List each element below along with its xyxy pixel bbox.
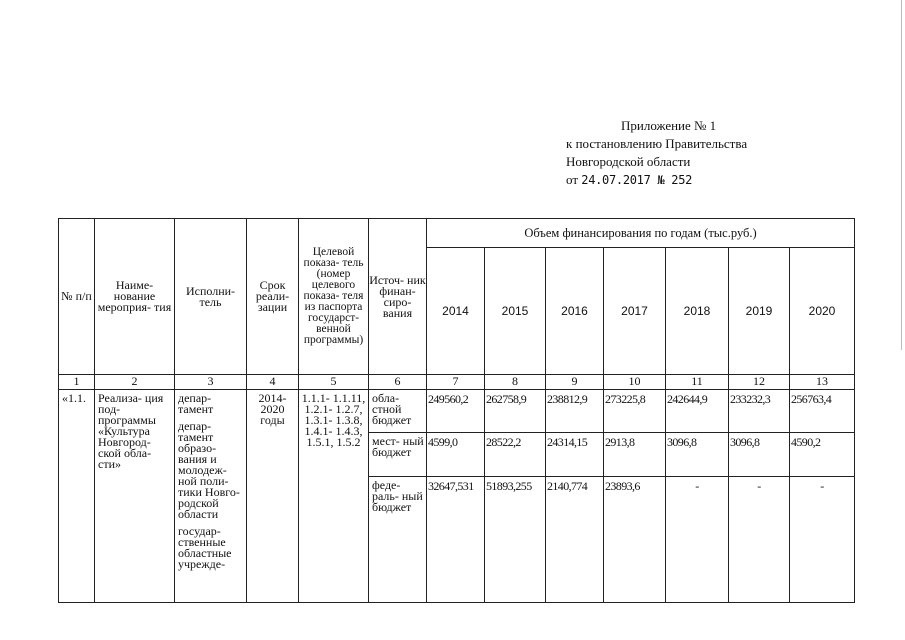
- date-stamp: 24.07.2017 № 252: [581, 173, 693, 187]
- row-target: 1.1.1- 1.1.11, 1.2.1- 1.2.7, 1.3.1- 1.3.8, 1.4.1- 1.4.3, 1.5.1, 1.5.2: [299, 390, 369, 603]
- year-2015: 2015: [485, 248, 546, 375]
- year-2016: 2016: [546, 248, 604, 375]
- annex-title: Приложение № 1: [621, 118, 717, 133]
- value-cell: 32647,531: [427, 477, 485, 603]
- value-cell: 23893,6: [604, 477, 666, 603]
- annex-date-line: [566, 171, 747, 189]
- executor-2: депар- тамент образо- вания и молодеж- ной поли- тики Новго- родской области: [178, 419, 240, 521]
- value-cell: 242644,9: [666, 390, 729, 433]
- header-source: Источ- ник финан- сиро- вания: [369, 219, 427, 375]
- executor-1: депар- тамент: [178, 391, 214, 416]
- col-number: 5: [299, 375, 369, 390]
- value-cell: 4599,0: [427, 433, 485, 477]
- col-number: 2: [95, 375, 175, 390]
- row-number: «1.1.: [59, 390, 95, 603]
- header-funding: Объем финансирования по годам (тыс.руб.): [427, 219, 855, 248]
- row-activity-name: Реализа- ция под- программы «Культура Новгород- ской обла- сти»: [95, 390, 175, 603]
- year-2018: 2018: [666, 248, 729, 375]
- value-cell: 4590,2: [790, 433, 855, 477]
- value-cell: 51893,255: [485, 477, 546, 603]
- header-name: Наиме- нование мероприя- тия: [95, 219, 175, 375]
- year-2014: 2014: [427, 248, 485, 375]
- annex-block: [566, 117, 747, 189]
- value-cell: 273225,8: [604, 390, 666, 433]
- source-regional: обла- стной бюджет: [369, 390, 427, 433]
- col-number: 11: [666, 375, 729, 390]
- value-cell: 233232,3: [729, 390, 790, 433]
- col-number: 8: [485, 375, 546, 390]
- year-2017: 2017: [604, 248, 666, 375]
- value-cell: -: [729, 477, 790, 603]
- header-executor: Исполни- тель: [175, 219, 247, 375]
- annex-line-2: Новгородской области: [566, 154, 691, 169]
- header-num: № п/п: [59, 219, 95, 375]
- value-cell: 249560,2: [427, 390, 485, 433]
- value-cell: -: [666, 477, 729, 603]
- header-row-1: [59, 219, 855, 248]
- col-number: 13: [790, 375, 855, 390]
- value-cell: 24314,15: [546, 433, 604, 477]
- value-cell: 262758,9: [485, 390, 546, 433]
- value-cell: -: [790, 477, 855, 603]
- header-target: Целевой показа- тель (номер целевого показа- теля из паспорта государст- венной программы): [299, 219, 369, 375]
- funding-table: [58, 218, 855, 603]
- date-prefix: от: [566, 172, 579, 187]
- executor-3: государ- ственные областные учрежде-: [178, 524, 232, 571]
- value-cell: 3096,8: [666, 433, 729, 477]
- value-cell: 3096,8: [729, 433, 790, 477]
- col-number: 7: [427, 375, 485, 390]
- page-edge-line: [901, 0, 902, 350]
- value-cell: 28522,2: [485, 433, 546, 477]
- source-federal: феде- раль- ный бюджет: [369, 477, 427, 603]
- col-number: 6: [369, 375, 427, 390]
- header-term: Срок реали- зации: [247, 219, 299, 375]
- value-cell: 256763,4: [790, 390, 855, 433]
- col-number: 4: [247, 375, 299, 390]
- year-2019: 2019: [729, 248, 790, 375]
- row-executor: [175, 390, 247, 603]
- value-cell: 238812,9: [546, 390, 604, 433]
- table-row: [59, 390, 855, 433]
- col-number: 12: [729, 375, 790, 390]
- year-2020: 2020: [790, 248, 855, 375]
- value-cell: 2913,8: [604, 433, 666, 477]
- source-local: мест- ный бюджет: [369, 433, 427, 477]
- column-number-row: [59, 375, 855, 390]
- col-number: 9: [546, 375, 604, 390]
- col-number: 3: [175, 375, 247, 390]
- col-number: 10: [604, 375, 666, 390]
- col-number: 1: [59, 375, 95, 390]
- annex-line-1: к постановлению Правительства: [566, 136, 748, 151]
- value-cell: 2140,774: [546, 477, 604, 603]
- row-term: 2014- 2020 годы: [247, 390, 299, 603]
